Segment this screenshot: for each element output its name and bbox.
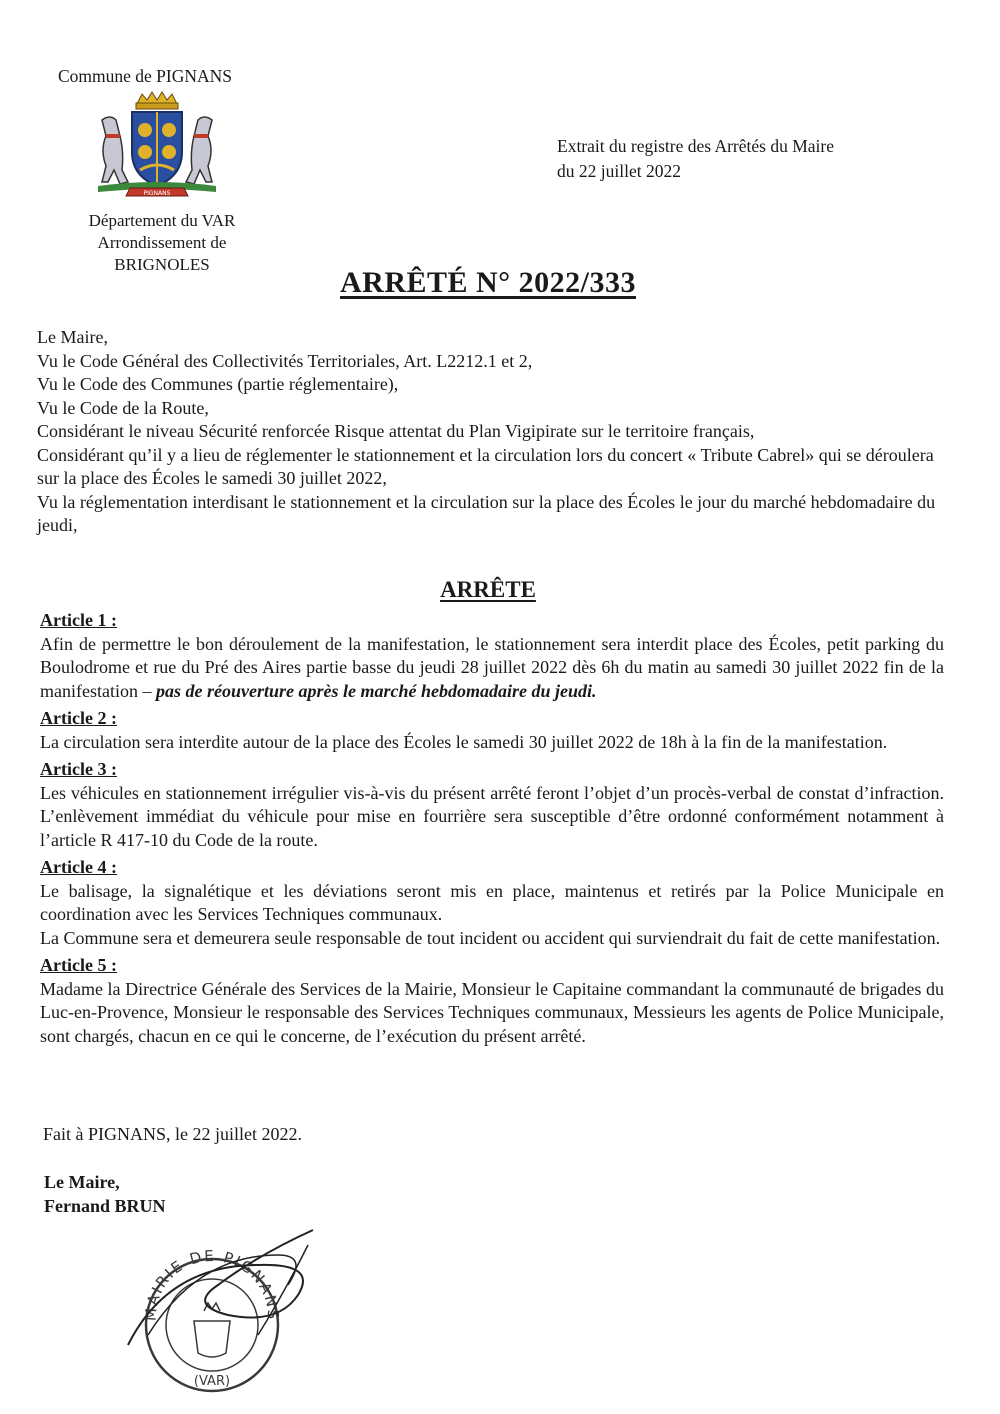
official-stamp-signature-icon [108,1225,328,1395]
stamp-sub: (VAR) [193,1374,231,1389]
article-1-text: Afin de permettre le bon déroulement de la manifestation, le stationnement sera interdit place des Écoles, petit parking du Boulodrome et rue du Pré des Aires partie basse du jeudi 28 juillet 2022 dès 6h du matin au samedi 30 juillet 2022 fin de la manifestation – [40,633,944,701]
signer-block [44,1170,166,1218]
article-2-heading: Article 2 : [40,708,117,728]
article-1-heading: Article 1 : [40,610,117,630]
stamp-text: MAIRIE DE PIGNANS [141,1246,283,1322]
commune-name: Commune de PIGNANS [58,66,233,86]
article-3-heading: Article 3 : [40,759,117,779]
decree-title: ARRÊTÉ N° 2022/333 [339,266,637,299]
svg-text:MAIRIE DE PIGNANS [142,1247,282,1322]
preamble-line: Vu la réglementation interdisant le stationnement et la circulation sur la place des Écoles le jour du marché hebdomadaire du jeudi, [37,491,936,535]
preamble [37,326,942,538]
articles [40,609,944,1048]
department-name: Département du VAR [88,211,236,230]
article-4-heading: Article 4 : [40,857,117,877]
article-4-paragraph-1: Le balisage, la signalétique et les déviations seront mis en place, maintenus et retirés par la Police Municipale en coordination avec les Services Techniques communaux. [40,880,944,924]
arrondissement-name: Arrondissement de BRIGNOLES [97,233,227,274]
article-1-body [40,633,944,704]
extract-line-1: Extrait du registre des Arrêtés du Maire [557,136,834,156]
article-3-body: Les véhicules en stationnement irrégulier vis-à-vis du présent arrêté feront l’objet d’un procès-verbal de constat d’infraction. L’enlèvement immédiat du véhicule pour mise en fourrière sera susceptible d’être ordonné conformément notamment à l’article R 417-10 du Code de la route. [40,782,944,850]
signer-title: Le Maire, [44,1172,120,1192]
article-1-emphasis: pas de réouverture après le marché hebdomadaire du jeudi. [155,680,597,701]
preamble-line: Vu le Code des Communes (partie réglementaire), [37,374,399,394]
preamble-line: Vu le Code de la Route, [37,397,209,418]
coat-banner-text: PIGNANS [143,190,171,197]
article-4-body [40,880,944,951]
extract-line-2: du 22 juillet 2022 [557,161,681,181]
place-date-line: Fait à PIGNANS, le 22 juillet 2022. [43,1124,302,1144]
article-5-heading: Article 5 : [40,955,117,975]
article-2-body: La circulation sera interdite autour de la place des Écoles le samedi 30 juillet 2022 de 18h à la fin de la manifestation. [40,731,888,752]
preamble-line: Considérant qu’il y a lieu de réglementer le stationnement et la circulation lors du concert « Tribute Cabrel» qui se déroulera sur la place des Écoles le samedi 30 juillet 2022, [37,444,934,488]
register-extract [557,134,834,184]
signer-name: Fernand BRUN [44,1196,166,1216]
preamble-line: Le Maire, [37,327,108,347]
arrete-heading: ARRÊTE [440,577,536,602]
preamble-line: Vu le Code Général des Collectivités Territoriales, Art. L2212.1 et 2, [37,350,533,371]
coat-of-arms-icon [92,90,222,202]
preamble-line: Considérant le niveau Sécurité renforcée Risque attentat du Plan Vigipirate sur le territoire français, [37,421,755,441]
article-4-paragraph-2: La Commune sera et demeurera seule responsable de tout incident ou accident qui surviendrait du fait de cette manifestation. [40,927,941,948]
article-5-body: Madame la Directrice Générale des Services de la Mairie, Monsieur le Capitaine commandant la communauté de brigades du Luc-en-Provence, Monsieur le responsable des Services Techniques communaux, Messieurs les agents de Police Municipale, sont chargés, chacun en ce qui le concerne, de l’exécution du présent arrêté. [40,978,944,1046]
